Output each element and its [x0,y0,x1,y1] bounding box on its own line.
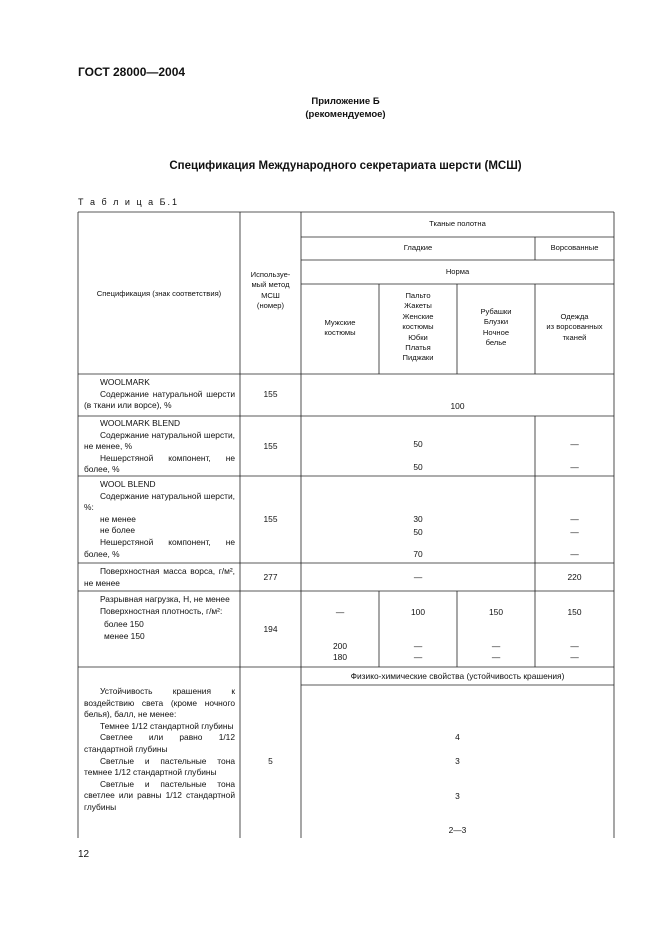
row-pilemass-method: 277 [263,572,278,582]
header-col-line: Мужские [324,318,356,327]
header-col-line: костюмы [324,328,356,338]
header-pile: Ворсованные [550,243,599,252]
header-col-line: Пиджаки [402,353,434,363]
header-col-line: Блузки [483,317,509,327]
spec-min: не менее [100,513,136,524]
header-col-line: тканей [562,332,587,342]
row-break-cell: 180 [333,652,347,662]
row-blend-v1-pile: — [570,439,579,449]
header-col-pile-clothes [535,312,614,343]
row-light-value: 3 [455,791,460,801]
header-col-line: Женские [402,311,434,321]
header-method-line: (номер) [256,301,285,311]
row-woolblend-vmin-pile: — [570,514,579,524]
spec-desc: Устойчивость крашения к воздействию света (кроме ночного белья), балл, не менее: [84,686,235,720]
header-col-line: Одежда [560,312,589,321]
spec-desc: Темнее 1/12 стандартной глубины [100,720,234,731]
row-break-cell: — [570,652,579,662]
row-break-cell: — [570,641,579,651]
row-blend-v1: 50 [413,439,423,449]
spec-desc: Содержание натуральной шерсти, не менее, % [84,429,235,452]
row-break-method: 194 [263,624,278,634]
row-break-cell: — [413,641,423,651]
row-blend-v2-pile: — [570,462,579,472]
row-break-cell: 100 [411,607,425,617]
table-caption: Т а б л и ц а Б.1 [78,197,180,207]
header-col-line: Жакеты [404,301,432,311]
row-break-cell: 150 [489,607,503,617]
header-method-line: Используе- [250,270,291,279]
header-col-line: костюмы [402,322,434,332]
spec-desc: Содержание натуральной шерсти, %: [84,490,235,513]
header-method-line: мый метод [251,280,290,290]
header-col-shirts [457,307,535,349]
header-norm: Норма [445,267,470,276]
row-pilemass-spec: Поверхностная масса ворса, г/м², не менее [84,566,235,588]
header-spec: Спецификация (знак соответствия) [96,289,222,298]
row-woolmark-spec [84,377,235,412]
row-light-value: 3 [455,756,460,766]
spec-desc: Содержание натуральной шерсти (в ткани или ворсе), % [84,388,235,411]
header-method [241,270,300,312]
header-col-line: Рубашки [480,307,512,316]
row-woolmark-method: 155 [263,389,278,399]
row-light-spec [84,686,235,814]
spec-desc: Нешерстяной компонент, не более, % [84,452,235,475]
spec-name: WOOLMARK BLEND [100,418,181,428]
row-woolblend-vcomp-pile: — [570,549,579,559]
row-break-spec [84,594,235,642]
row-woolblend-method: 155 [263,514,278,524]
header-col-coats [379,291,457,364]
row-woolmark-value: 100 [450,401,465,411]
spec-desc: Разрывная нагрузка, Н, не менее [100,594,230,604]
row-woolblend-vmin: 30 [413,514,423,524]
appendix-line2: (рекомендуемое) [305,109,386,120]
spec-max: не более [100,525,136,536]
row-break-cell: — [491,641,501,651]
spec-desc: Светлее или равно 1/12 стандартной глубины [84,732,235,754]
row-woolblend-vcomp: 70 [413,549,423,559]
row-woolblend-spec [84,479,235,560]
physchem-header: Физико-химические свойства (устойчивость крашения) [350,671,565,681]
page-number: 12 [78,849,90,860]
row-break-cell: — [335,607,345,617]
header-smooth: Гладкие [403,243,433,252]
row-light-value: 4 [455,732,460,742]
spec-over: более 150 [104,619,144,630]
row-woolblend-vmax: 50 [413,527,423,537]
row-break-cell: — [413,652,423,662]
spec-desc: Светлые и пастельные тона темнее 1/12 стандартной глубины [84,755,235,778]
document-title: Спецификация Международного секретариата шерсти (МСШ) [169,160,522,172]
header-woven: Тканые полотна [429,219,486,228]
row-blend-v2: 50 [413,462,423,472]
header-col-line: белье [485,338,507,348]
row-light-method: 5 [268,756,273,766]
header-col-men [301,318,379,339]
header-col-line: Пальто [405,291,431,300]
spec-name: WOOL BLEND [100,479,156,489]
header-col-line: Платья [405,343,431,353]
header-col-line: Ночное [482,327,510,337]
row-break-cell: — [491,652,501,662]
header-method-line: МСШ [261,290,280,300]
row-pilemass-smooth: — [413,572,423,582]
spec-name: WOOLMARK [100,377,150,387]
spec-under: менее 150 [104,630,145,641]
row-light-value: 2—3 [448,825,467,835]
row-break-cell: 200 [333,641,347,651]
row-pilemass-pile: 220 [567,572,582,582]
document-code: ГОСТ 28000—2004 [78,65,186,79]
row-blend-spec [84,418,235,476]
spec-desc: Нешерстяной компонент, не более, % [84,536,235,559]
header-col-line: Юбки [408,332,428,342]
header-col-line: из ворсованных [546,322,603,332]
spec-desc: Поверхностная плотность, г/м²: [100,605,223,616]
row-woolblend-vmax-pile: — [570,527,579,537]
row-blend-method: 155 [263,441,278,451]
row-break-cell: 150 [567,607,582,617]
appendix-line1: Приложение Б [311,96,380,107]
spec-desc: Светлые и пастельные тона светлее или равны 1/12 стандартной глубины [84,778,235,812]
